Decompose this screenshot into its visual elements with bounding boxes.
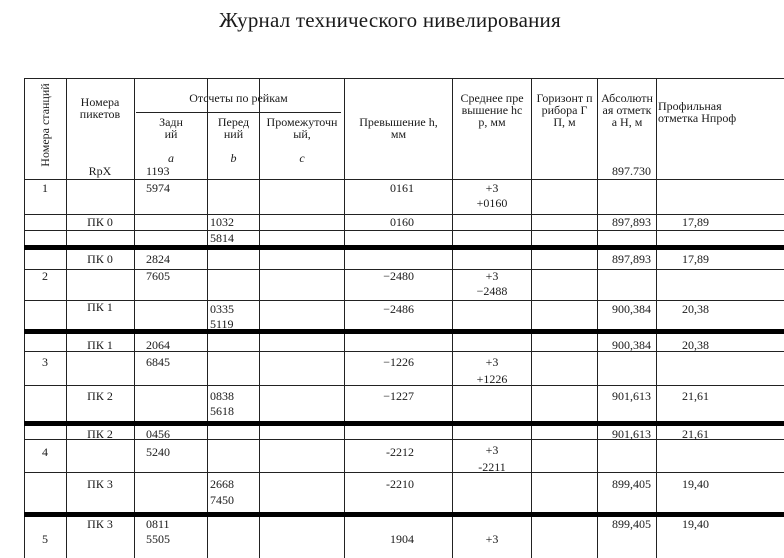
- cell-front-second: 7450: [210, 493, 234, 507]
- cell-excess: −2480: [383, 269, 414, 283]
- cell-elevation: 901,613: [612, 427, 651, 441]
- header-back: Задний: [159, 115, 183, 141]
- cell-elevation: 900,384: [612, 302, 651, 316]
- grid-line: [452, 78, 453, 558]
- grid-line: [597, 78, 598, 558]
- cell-picket: ПК 2: [87, 427, 113, 441]
- cell-picket: ПК 1: [87, 300, 113, 314]
- cell-front-second: 5119: [210, 317, 234, 331]
- header-instrument-horizon: Горизонт прибора ГП, м: [536, 91, 593, 129]
- cell-front: 1032: [210, 215, 234, 229]
- readings-underline: [136, 112, 341, 113]
- cell-elevation: 897,893: [612, 252, 651, 266]
- cell-back: 2064: [146, 338, 170, 352]
- cell-station: 4: [42, 445, 48, 459]
- header-excess: Превышение h, мм: [359, 115, 438, 141]
- header-intermediate: Промежуточный,: [266, 115, 338, 141]
- cell-mean-correction: +3: [485, 181, 499, 195]
- header-back-symbol: a: [168, 151, 174, 165]
- cell-front: 2668: [210, 477, 234, 491]
- cell-excess: 1904: [390, 532, 414, 546]
- cell-excess: 0161: [390, 181, 414, 195]
- header-intermediate-symbol: c: [299, 151, 305, 165]
- cell-profile: 21,61: [682, 427, 709, 441]
- cell-elevation: 897,893: [612, 215, 651, 229]
- header-front-symbol: b: [230, 151, 237, 165]
- cell-station: 3: [42, 355, 48, 369]
- cell-front: 0335: [210, 302, 234, 316]
- cell-profile: 20,38: [682, 338, 709, 352]
- cell-mean-excess: +0160: [476, 196, 508, 210]
- cell-elevation: 900,384: [612, 338, 651, 352]
- cell-mean-excess: -2211: [478, 460, 506, 474]
- grid-line: [207, 78, 208, 558]
- grid-line: [24, 351, 784, 352]
- cell-mean-correction: +3: [485, 443, 499, 457]
- cell-station: 2: [42, 269, 48, 283]
- cell-back: 2824: [146, 252, 170, 266]
- cell-station: 5: [42, 532, 48, 546]
- cell-picket: ПК 0: [87, 215, 113, 229]
- cell-front: 0838: [210, 389, 234, 403]
- cell-elevation: 899,405: [612, 517, 651, 531]
- cell-profile: 17,89: [682, 215, 709, 229]
- station-separator: [24, 512, 784, 517]
- cell-profile: 20,38: [682, 302, 709, 316]
- leveling-journal-table: [24, 78, 784, 558]
- grid-line: [531, 78, 532, 558]
- grid-line: [24, 230, 784, 231]
- cell-mean-correction: +3: [485, 269, 499, 283]
- cell-profile: 17,89: [682, 252, 709, 266]
- grid-line: [259, 78, 260, 558]
- cell-excess: 0160: [390, 215, 414, 229]
- cell-profile: 19,40: [682, 477, 709, 491]
- grid-line: [656, 78, 657, 558]
- cell-back: 0456: [146, 427, 170, 441]
- cell-excess: −1226: [383, 355, 414, 369]
- header-mean-excess: Среднее превышение hср, мм: [460, 91, 524, 129]
- header-picket-numbers: Номера пикетов: [79, 95, 121, 121]
- cell-elevation: 901,613: [612, 389, 651, 403]
- grid-line: [24, 179, 784, 180]
- station-separator: [24, 329, 784, 334]
- cell-back: 5974: [146, 181, 170, 195]
- cell-mean-correction: +3: [485, 355, 499, 369]
- station-separator: [24, 245, 784, 250]
- cell-picket: ПК 1: [87, 338, 113, 352]
- cell-front-second: 5618: [210, 404, 234, 418]
- cell-back: 5240: [146, 445, 170, 459]
- grid-line: [24, 300, 784, 301]
- header-profile-elevation: Профильная отметка Hпроф: [658, 99, 737, 125]
- page-title: Журнал технического нивелирования: [219, 8, 561, 32]
- grid-line: [24, 472, 784, 473]
- grid-line: [344, 78, 345, 558]
- header-station-numbers: Номера станций: [38, 83, 52, 167]
- cell-profile: 21,61: [682, 389, 709, 403]
- cell-back: 0811: [146, 517, 170, 531]
- cell-excess: -2212: [386, 445, 414, 459]
- cell-picket: ПК 3: [87, 477, 113, 491]
- cell-station: 1: [42, 181, 48, 195]
- cell-picket: ПК 3: [87, 517, 113, 531]
- grid-line: [66, 78, 67, 558]
- cell-elevation: 899,405: [612, 477, 651, 491]
- grid-line: [24, 78, 784, 79]
- cell-back: 6845: [146, 355, 170, 369]
- header-readings: Отсчеты по рейкам: [189, 91, 288, 105]
- cell-excess: −1227: [383, 389, 414, 403]
- cell-profile: 19,40: [682, 517, 709, 531]
- cell-front-second: 5814: [210, 231, 234, 245]
- cell-picket: RpX: [88, 164, 112, 178]
- cell-back: 1193: [146, 164, 170, 178]
- header-absolute-elevation: Абсолютная отметка H, м: [601, 91, 653, 129]
- cell-mean-excess: +1226: [476, 372, 508, 386]
- cell-back: 5505: [146, 532, 170, 546]
- header-front: Передний: [217, 115, 250, 141]
- cell-elevation: 897.730: [612, 164, 651, 178]
- grid-line: [24, 439, 784, 440]
- cell-mean-excess: −2488: [476, 284, 508, 298]
- cell-picket: ПК 2: [87, 389, 113, 403]
- cell-back: 7605: [146, 269, 170, 283]
- cell-picket: ПК 0: [87, 252, 113, 266]
- cell-excess: −2486: [383, 302, 414, 316]
- grid-line: [24, 385, 784, 386]
- station-separator: [24, 421, 784, 426]
- grid-line: [134, 78, 135, 558]
- cell-excess: -2210: [386, 477, 414, 491]
- cell-mean-correction: +3: [485, 532, 499, 546]
